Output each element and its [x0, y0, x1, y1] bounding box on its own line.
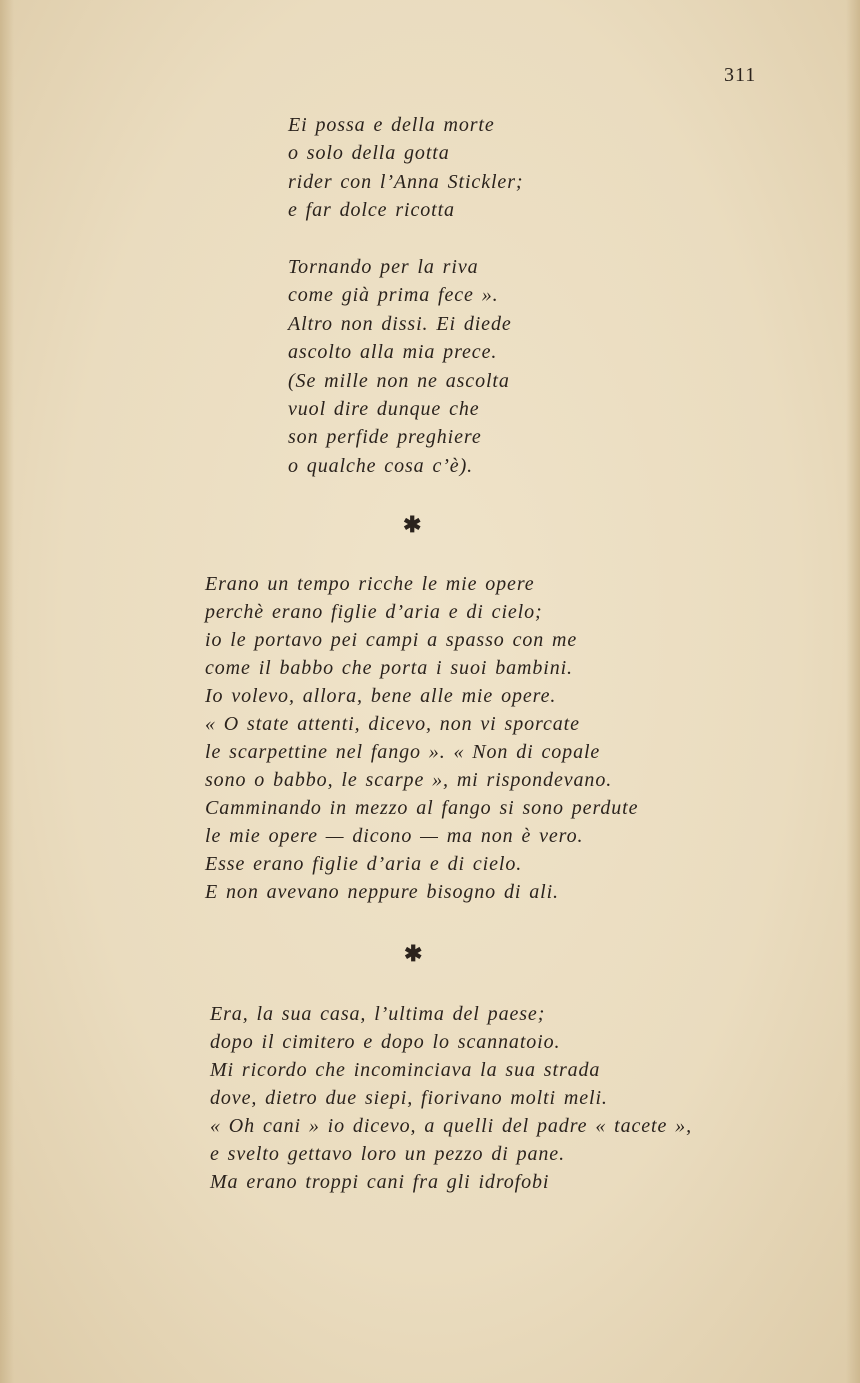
- verse-line: o qualche cosa c’è).: [288, 454, 474, 477]
- verse-line: Altro non dissi. Ei diede: [288, 312, 512, 335]
- verse-line: le scarpettine nel fango ». « Non di copale: [205, 741, 601, 763]
- verse-line: Tornando per la riva: [288, 256, 479, 278]
- page-edge-right: [846, 0, 860, 1383]
- verse-line: « Oh cani » io dicevo, a quelli del padre « tacete »,: [210, 1115, 692, 1137]
- verse-line: Erano un tempo ricche le mie opere: [205, 573, 535, 595]
- verse-line: come già prima fece ».: [288, 284, 499, 307]
- verse-line: dove, dietro due siepi, fiorivano molti meli.: [210, 1087, 608, 1109]
- verse-line: o solo della gotta: [288, 142, 450, 165]
- verse-line: perchè erano figlie d’aria e di cielo;: [205, 601, 543, 623]
- verse-line: io le portavo pei campi a spasso con me: [205, 629, 578, 651]
- verse-line: (Se mille non ne ascolta: [288, 369, 510, 392]
- verse-line: Ei possa e della morte: [288, 114, 495, 136]
- verse-line: le mie opere — dicono — ma non è vero.: [205, 825, 584, 847]
- verse-line: Camminando in mezzo al fango si sono perdute: [205, 797, 639, 819]
- verse-line: son perfide preghiere: [288, 426, 482, 449]
- page-edge-left: [0, 0, 14, 1383]
- verse-line: rider con l’Anna Stickler;: [288, 170, 524, 193]
- stanza-4: [210, 1000, 692, 1196]
- verse-line: E non avevano neppure bisogno di ali.: [205, 881, 559, 903]
- stanza-1: [288, 111, 523, 225]
- verse-line: Era, la sua casa, l’ultima del paese;: [210, 1003, 546, 1025]
- verse-line: Mi ricordo che incominciava la sua strada: [210, 1059, 601, 1081]
- verse-line: « O state attenti, dicevo, non vi sporcate: [205, 713, 580, 735]
- verse-line: e far dolce ricotta: [288, 199, 455, 222]
- verse-line: sono o babbo, le scarpe », mi rispondevano.: [205, 769, 613, 791]
- verse-line: Io volevo, allora, bene alle mie opere.: [205, 685, 557, 707]
- verse-line: come il babbo che porta i suoi bambini.: [205, 657, 573, 679]
- page-number: 311: [724, 64, 757, 86]
- stanza-3: [205, 570, 638, 906]
- stanza-2: [288, 253, 512, 480]
- verse-line: dopo il cimitero e dopo lo scannatoio.: [210, 1031, 561, 1053]
- verse-line: Ma erano troppi cani fra gli idrofobi: [210, 1171, 550, 1193]
- verse-line: Esse erano figlie d’aria e di cielo.: [205, 853, 523, 875]
- verse-line: e svelto gettavo loro un pezzo di pane.: [210, 1143, 565, 1165]
- verse-line: vuol dire dunque che: [288, 397, 480, 420]
- asterisk-separator: ✱: [404, 941, 423, 966]
- verse-line: ascolto alla mia prece.: [288, 341, 498, 364]
- asterisk-separator: ✱: [403, 512, 422, 537]
